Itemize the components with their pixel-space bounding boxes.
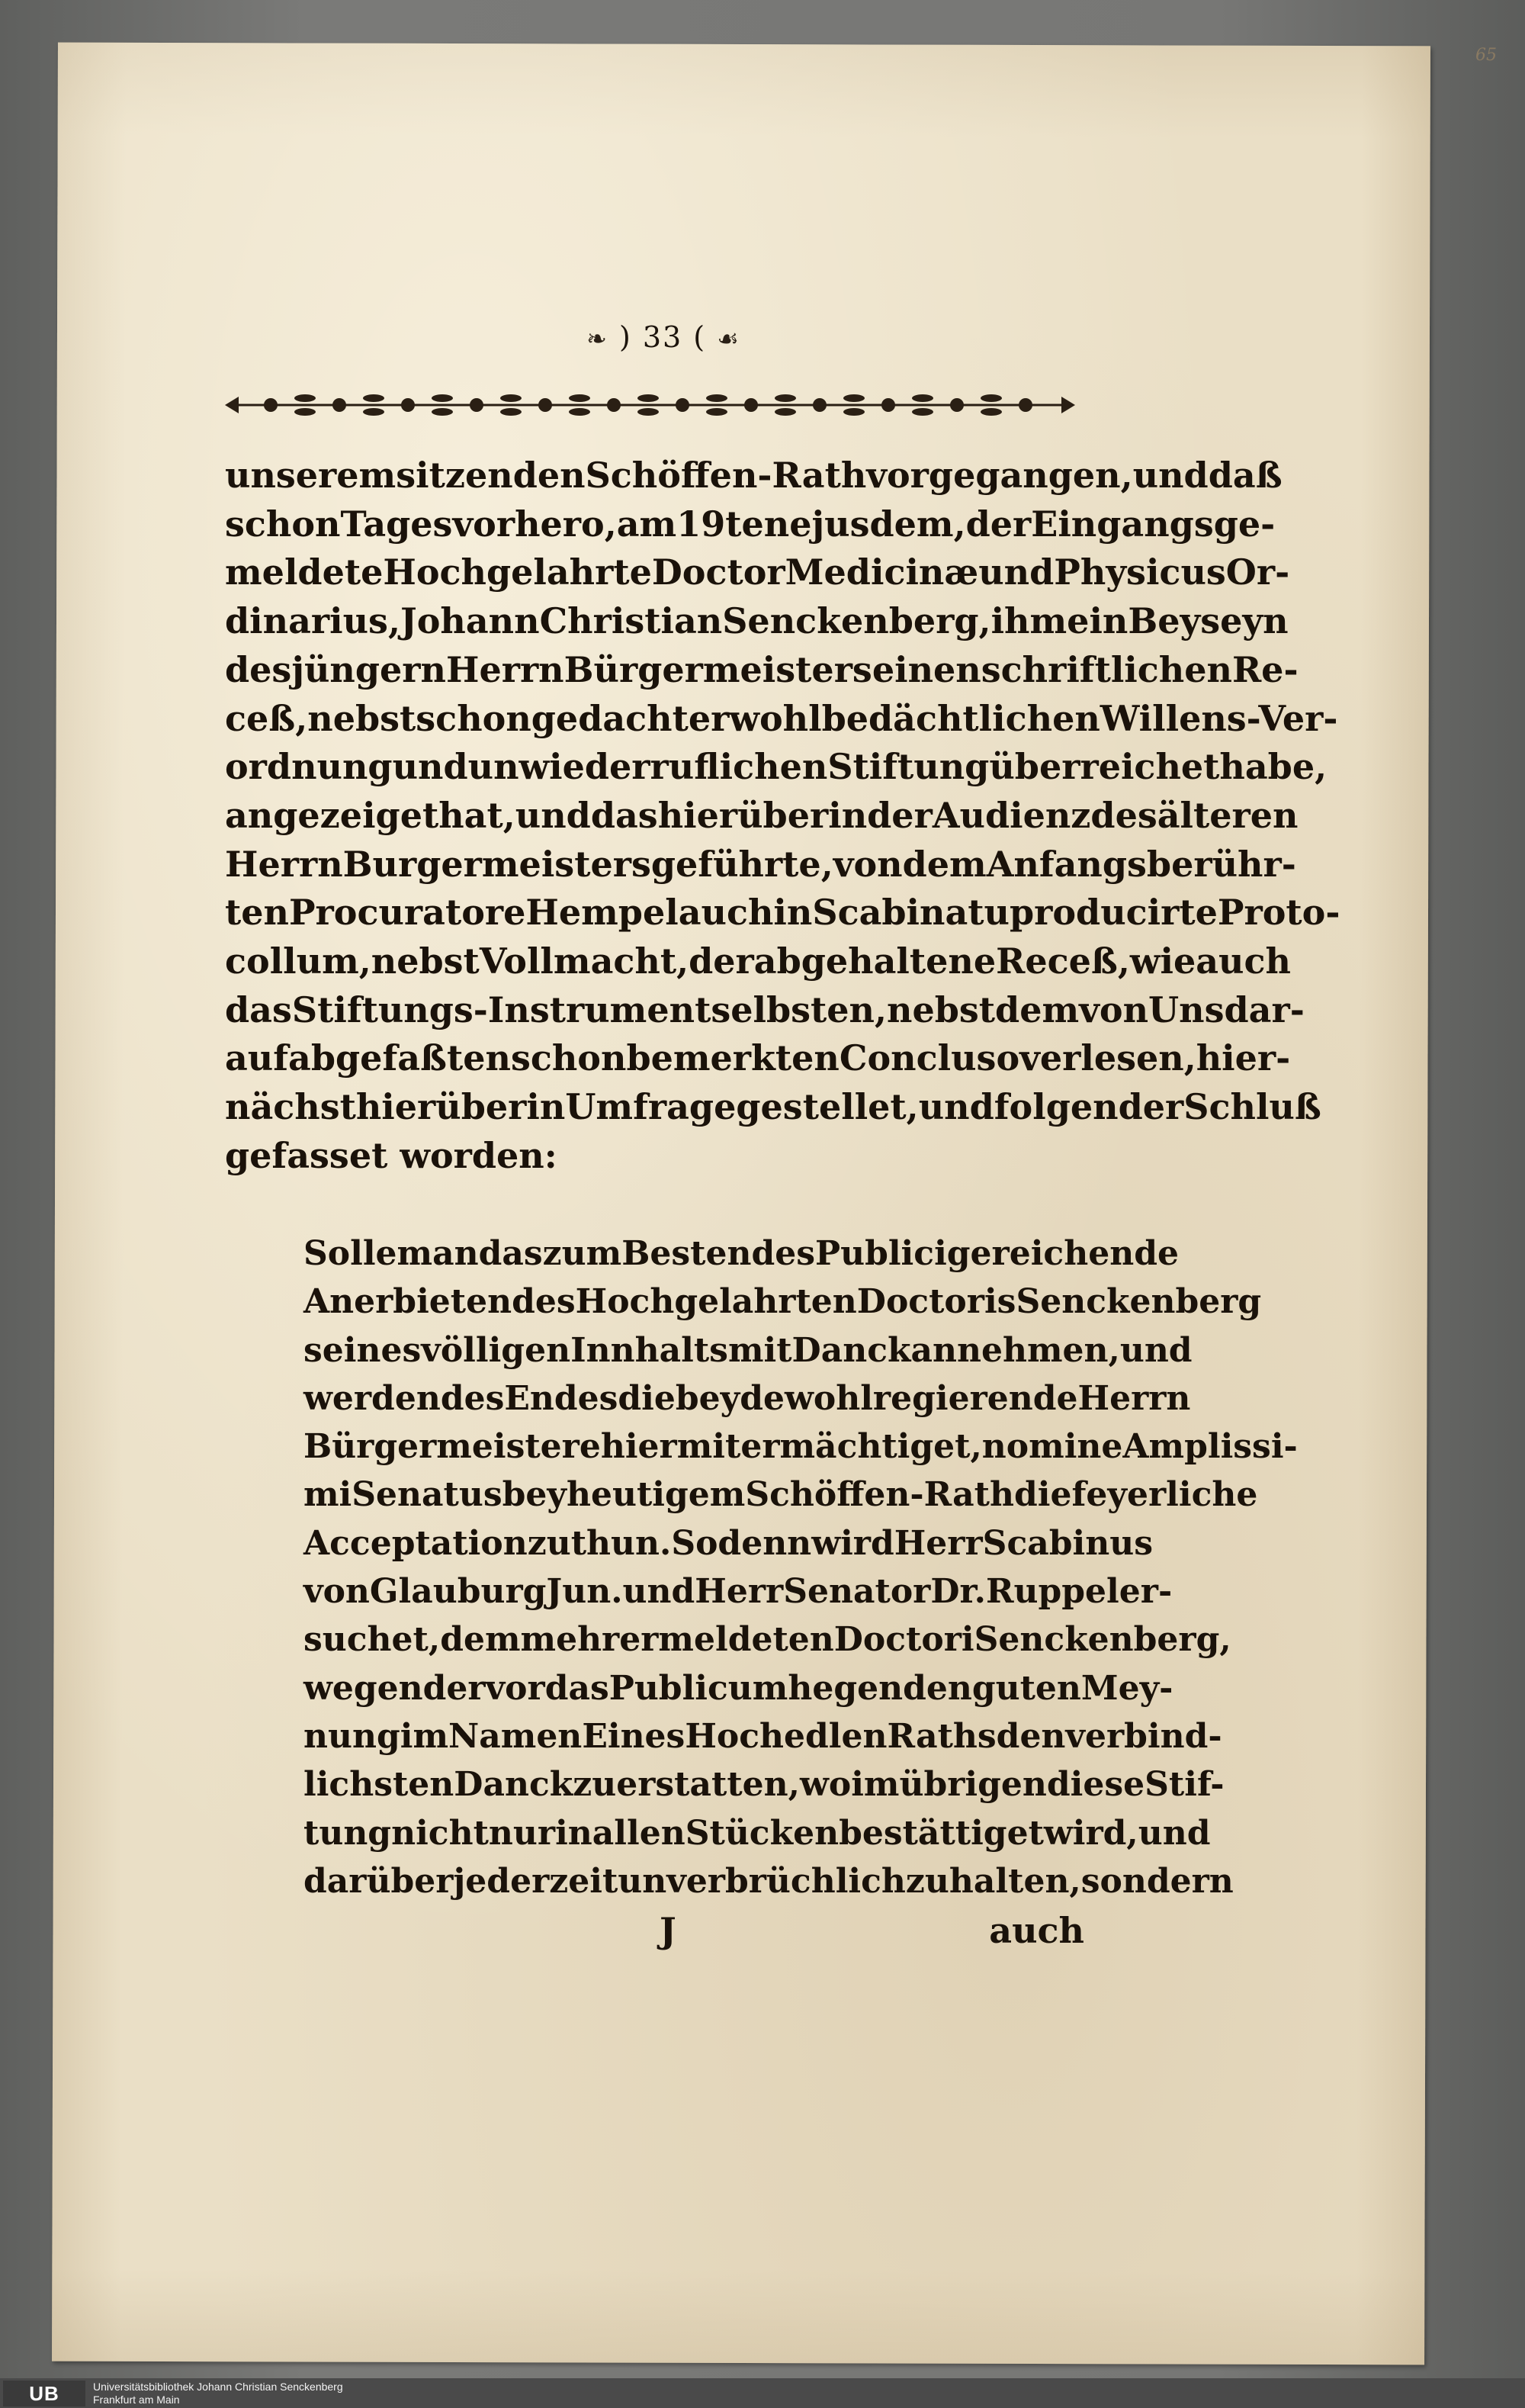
decorative-rule: [225, 387, 1075, 423]
text-line: ceß, nebst schon gedachter wohlbedächtlichen Willens-Ver-: [225, 697, 1338, 739]
text-line: seines völligen Innhalts mit Danck annehmen, und: [303, 1330, 1193, 1370]
ornament-left-icon: ❧: [586, 324, 608, 353]
text-line: des jüngern Herrn Bürgermeisters einen schriftlichen Re-: [225, 648, 1299, 690]
text-line: auf abgefaßten schon bemerkten Concluso verlesen, hier-: [225, 1037, 1291, 1079]
text-line: wegen der vor das Publicum hegenden guten Mey-: [303, 1668, 1173, 1708]
text-line: nächst hierüber in Umfrage gestellet, und folgender Schluß: [225, 1086, 1321, 1128]
text-line: suchet, dem mehr ermeldeten Doctori Senckenberg,: [303, 1620, 1231, 1660]
text-line: schon Tages vorhero, am 19ten ejusdem, der Eingangs ge-: [225, 503, 1276, 545]
text-line: Bürgermeistere hiermit ermächtiget, nomine Amplissi-: [303, 1427, 1298, 1467]
text-line: darüber jederzeit unverbrüchlich zu halten, sondern: [303, 1861, 1234, 1901]
page-number: ) 33 (: [618, 320, 707, 354]
text-line: lichsten Danck zu erstatten, wo im übrigen diese Stif-: [303, 1765, 1225, 1805]
text-line: Acceptation zu thun. Sodenn wird Herr Scabinus: [303, 1523, 1153, 1563]
text-line: das Stiftungs-Instrument selbsten, nebst dem von Uns dar-: [225, 989, 1305, 1030]
text-line: meldete Hochgelahrte Doctor Medicinæ und Physicus Or-: [225, 551, 1290, 593]
page-bottom-marks: [225, 1910, 1084, 1956]
text-line: Anerbieten des Hochgelahrten Doctoris Senckenberg: [303, 1282, 1262, 1322]
main-paragraph: [225, 452, 1340, 1181]
text-line: angezeiget hat, und das hierüber in der Audienz des älteren: [225, 794, 1299, 836]
text-line: nung im Namen Eines Hochedlen Raths den verbind-: [303, 1716, 1222, 1756]
ornament-right-icon: ☙: [717, 324, 740, 353]
resolution-paragraph: [303, 1230, 1298, 1905]
catchword: auch: [989, 1910, 1084, 1951]
folio-number: 65: [1475, 46, 1497, 65]
footer-credit: [93, 2381, 343, 2406]
footer-line-2: Frankfurt am Main: [93, 2394, 180, 2406]
text-line: tung nicht nur in allen Stücken bestättiget wird, und: [303, 1813, 1211, 1853]
text-line: ordnung und unwiederruflichen Stiftung überreichet habe,: [225, 746, 1328, 788]
text-line: dinarius, Johann Christian Senckenberg, ihme in Beyseyn: [225, 600, 1289, 642]
text-line: von Glauburg Jun. und Herr Senator Dr. Ruppel er-: [303, 1572, 1173, 1612]
text-line: werden des Endes die beyde wohlregierende Herrn: [303, 1378, 1191, 1418]
text-line: collum, nebst Vollmacht, der abgehaltene Receß, wie auch: [225, 940, 1291, 982]
library-logo: UB: [3, 2381, 85, 2406]
text-line: gefasset worden:: [225, 1134, 557, 1176]
page-header: [503, 320, 824, 354]
signature-mark: J: [660, 1910, 676, 1951]
text-line: ten Procuratore Hempel auch in Scabinatu producirte Proto-: [225, 892, 1340, 934]
text-line: Herrn Burgermeisters geführte, von dem Anfangs berühr-: [225, 843, 1296, 885]
text-line: unserem sitzenden Schöffen-Rath vorgegangen, und daß: [225, 455, 1283, 496]
text-line: mi Senatus bey heutigem Schöffen-Rath die feyerliche: [303, 1475, 1258, 1515]
footer-line-1: Universitätsbibliothek Johann Christian Senckenberg: [93, 2381, 343, 2393]
text-line: Solle man das zum Besten des Publici gereichende: [303, 1234, 1179, 1273]
